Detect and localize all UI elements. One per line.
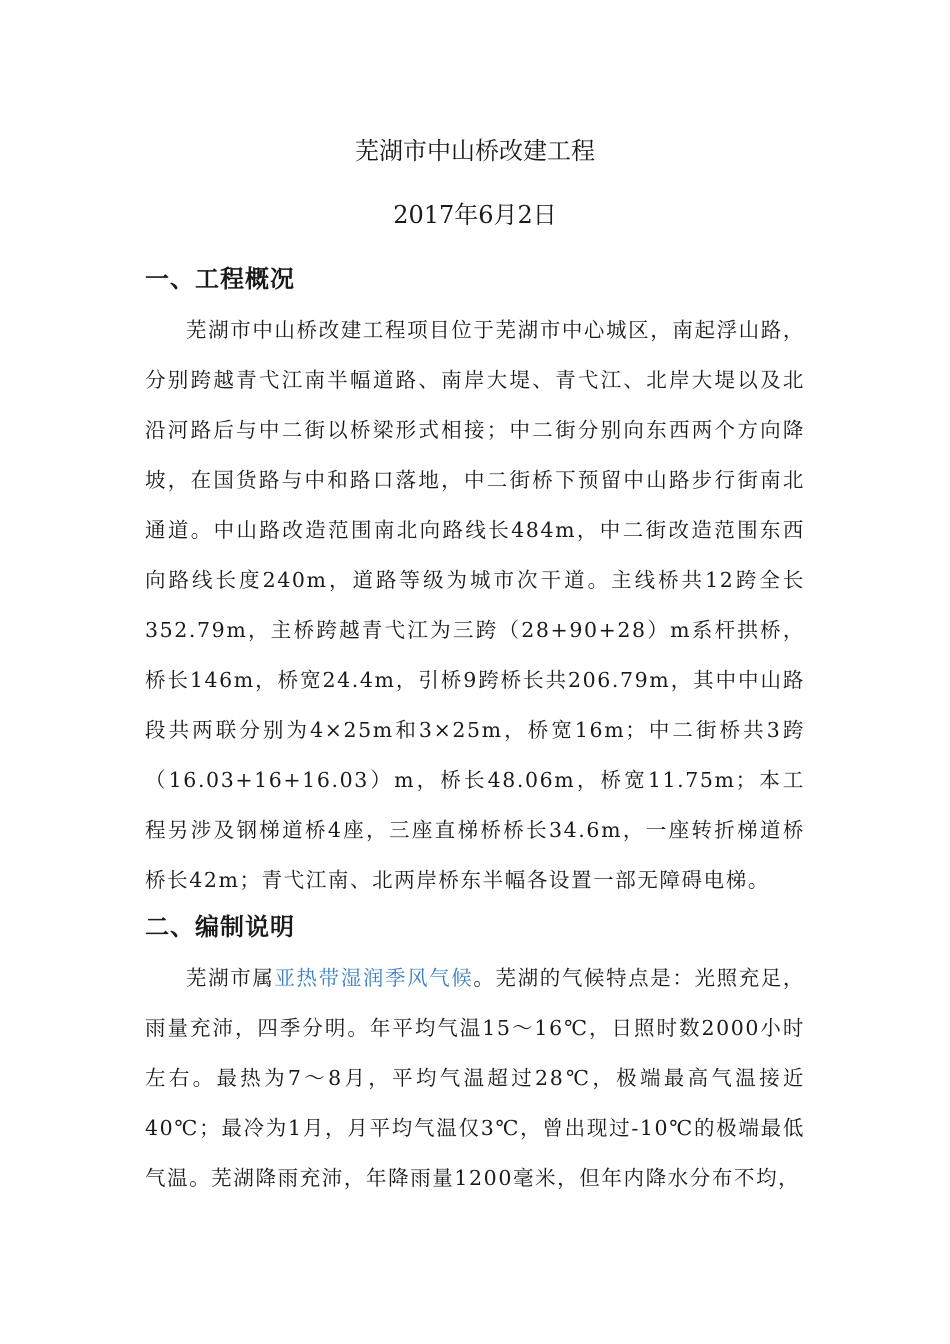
section-paragraph-overview: 芜湖市中山桥改建工程项目位于芜湖市中心城区，南起浮山路，分别跨越青弋江南半幅道路、南岸大堤、青弋江、北岸大堤以及北沿河路后与中二街以桥梁形式相接；中二街分别向东西两个方向降坡，在国货路与中和路口落地，中二街桥下预留中山路步行街南北通道。中山路改造范围南北向路线长484m，中二街改造范围东西向路线长度240m，道路等级为城市次干道。主线桥共12跨全长352.79m，主桥跨越青弋江为三跨（28+90+28）m系杆拱桥，桥长146m，桥宽24.4m，引桥9跨桥长共206.79m，其中中山路段共两联分别为4×25m和3×25m，桥宽16m；中二街桥共3跨（16.03+16+16.03）m，桥长48.06m，桥宽11.75m；本工程另涉及钢梯道桥4座，三座直梯桥桥长34.6m，一座转折梯道桥桥长42m；青弋江南、北两岸桥东半幅各设置一部无障碍电梯。 [145, 318, 805, 892]
section-heading-overview: 一、工程概况 [145, 265, 295, 293]
section-heading-compilation: 二、编制说明 [145, 913, 295, 941]
paragraph-text-after-link: 。芜湖的气候特点是：光照充足，雨量充沛，四季分明。年平均气温15～16℃，日照时数2000小时左右。最热为7～8月，平均气温超过28℃，极端最高气温接近40℃；最冷为1月，月平均气温仅3℃，曾出现过-10℃的极端最低气温。芜湖降雨充沛，年降雨量1200毫米，但年内降水分布不均， [145, 966, 806, 1190]
section-paragraph-compilation [145, 953, 805, 1203]
document-title: 芜湖市中山桥改建工程 [355, 137, 595, 165]
climate-link[interactable]: 亚热带湿润季风气候 [274, 966, 474, 990]
document-date: 2017年6月2日 [393, 201, 557, 229]
paragraph-text-before-link: 芜湖市属 [186, 966, 275, 990]
